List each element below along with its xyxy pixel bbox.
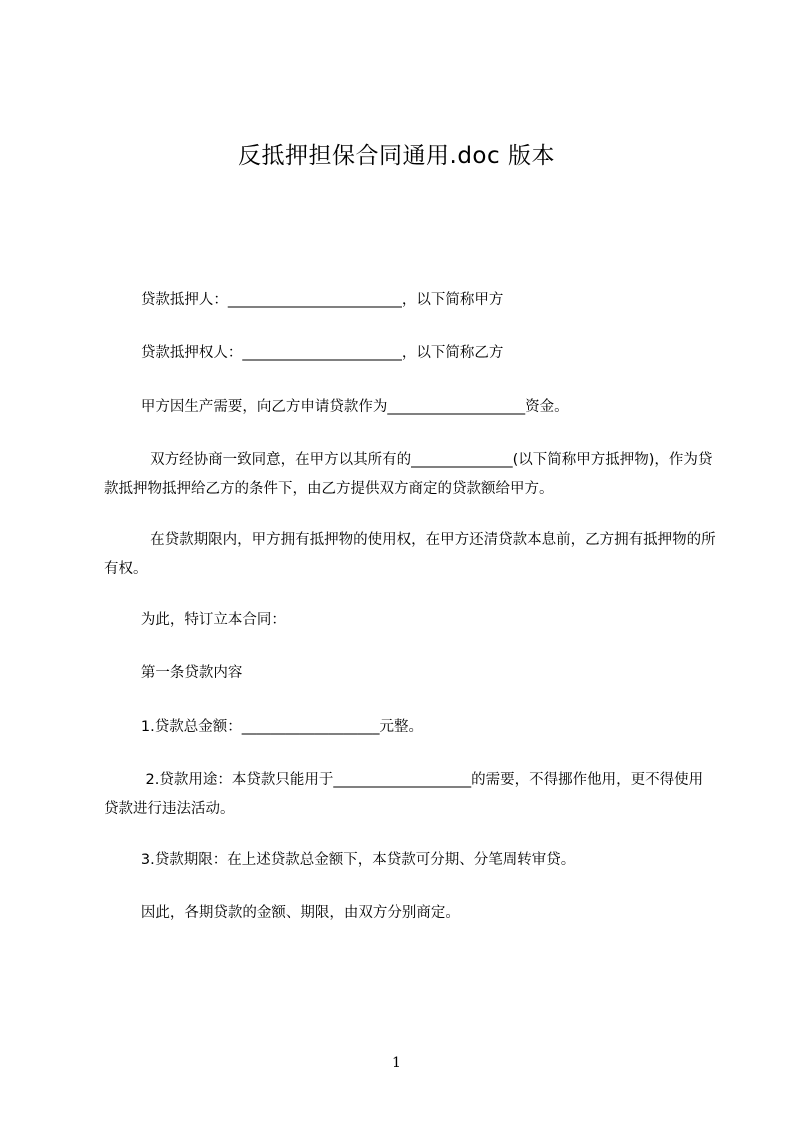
paragraph-agreement: 双方经协商一致同意，在甲方以其所有的______________(以下简称甲方抵押物)，作为贷款抵押物抵押给乙方的条件下，由乙方提供双方商定的贷款额给甲方。 [104, 452, 713, 497]
paragraph-ownership: 在贷款期限内，甲方拥有抵押物的使用权，在甲方还清贷款本息前，乙方拥有抵押物的所有权。 [104, 532, 716, 577]
paragraph-hereby: 为此，特订立本合同： [104, 612, 286, 628]
heading-article-one: 第一条贷款内容 [104, 665, 243, 681]
paragraph-loan-amount: 1.贷款总金额：___________________元整。 [104, 719, 423, 735]
paragraph-installments: 因此，各期贷款的金额、期限，由双方分别商定。 [104, 905, 460, 921]
paragraph-loan-term: 3.贷款期限：在上述贷款总金额下，本贷款可分期、分笔周转审贷。 [104, 852, 576, 868]
paragraph-mortgagor: 贷款抵押人：________________________，以下简称甲方 [104, 292, 504, 308]
document-title: 反抵押担保合同通用.doc 版本 [238, 143, 555, 169]
page-number: 1 [392, 1055, 401, 1071]
paragraph-purpose: 甲方因生产需要，向乙方申请贷款作为___________________资金。 [104, 399, 569, 415]
paragraph-loan-use: 2.贷款用途：本贷款只能用于___________________的需要，不得挪作他用，更不得使用贷款进行违法活动。 [104, 772, 704, 817]
paragraph-mortgagee: 贷款抵押权人：______________________，以下简称乙方 [104, 345, 504, 361]
